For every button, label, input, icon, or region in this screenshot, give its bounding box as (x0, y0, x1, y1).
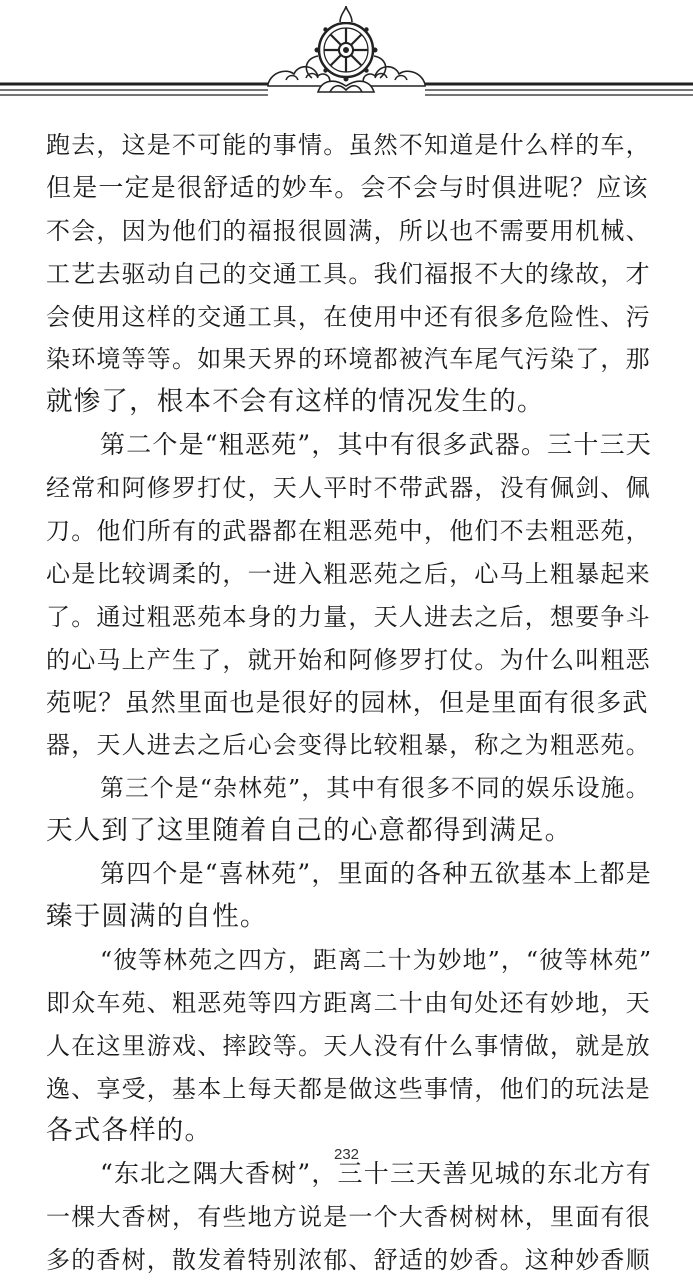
text-line: 了。通过粗恶苑本身的力量，天人进去之后，想要争斗 (46, 602, 651, 631)
text-line: 染环境等等。如果天界的环境都被汽车尾气污染了，那 (46, 345, 651, 374)
text-line: 天人到了这里随着自己的心意都得到满足。 (46, 815, 573, 847)
cloud-right-icon (363, 67, 425, 86)
dharma-wheel-icon (306, 6, 385, 82)
text-line: 不会，因为他们的福报很圆满，所以也不需要用机械、 (46, 216, 651, 245)
text-line: 臻于圆满的自性。 (46, 901, 268, 933)
cloud-left-icon (268, 67, 330, 86)
text-line: 就惨了，根本不会有这样的情况发生的。 (46, 386, 545, 418)
text-line: 一棵大香树，有些地方说是一个大香树树林，里面有很 (46, 1203, 651, 1232)
lotus-base-icon (318, 81, 374, 92)
text-line: 心是比较调柔的，一进入粗恶苑之后，心马上粗暴起来 (46, 559, 651, 588)
header-ornament (0, 0, 693, 110)
text-line: 刀。他们所有的武器都在粗恶苑中，他们不去粗恶苑， (46, 517, 651, 546)
text-line: 第二个是“粗恶苑”，其中有很多武器。三十三天 (100, 430, 652, 460)
text-line: 即众车苑、粗恶苑等四方距离二十由旬处还有妙地，天 (46, 988, 651, 1017)
text-line: 第四个是“喜林苑”，里面的各种五欲基本上都是 (100, 859, 652, 889)
text-line: 经常和阿修罗打仗，天人平时不带武器，没有佩剑、佩 (46, 474, 651, 503)
text-line: “东北之隅大香树”，三十三天善见城的东北方有 (100, 1159, 652, 1189)
text-line: 苑呢？虽然里面也是很好的园林，但是里面有很多武 (46, 687, 649, 717)
text-line: 逸、享受，基本上每天都是做这些事情，他们的玩法是 (46, 1074, 651, 1103)
text-line: 工艺去驱动自己的交通工具。我们福报不大的缘故，才 (46, 259, 651, 288)
page-body (46, 124, 654, 1282)
text-line: 第三个是“杂林苑”，其中有很多不同的娱乐设施。 (100, 774, 651, 803)
text-line: 跑去，这是不可能的事情。虽然不知道是什么样的车， (46, 131, 651, 159)
text-line: 各式各样的。 (46, 1115, 213, 1147)
text-line: 多的香树，散发着特别浓郁、舒适的妙香。这种妙香顺 (46, 1246, 651, 1275)
page-number: 232 (333, 1146, 360, 1163)
text-line: 器，天人进去之后心会变得比较粗暴，称之为粗恶苑。 (46, 731, 651, 760)
page-header (0, 0, 693, 110)
text-line: 但是一定是很舒适的妙车。会不会与时俱进呢？应该 (46, 172, 649, 202)
text-line: 的心马上产生了，就开始和阿修罗打仗。为什么叫粗恶 (46, 645, 651, 674)
text-line: “彼等林苑之四方，距离二十为妙地”，“彼等林苑” (100, 945, 653, 974)
text-line: 会使用这样的交通工具，在使用中还有很多危险性、污 (46, 302, 651, 331)
text-line: 人在这里游戏、摔跤等。天人没有什么事情做，就是放 (46, 1031, 651, 1060)
